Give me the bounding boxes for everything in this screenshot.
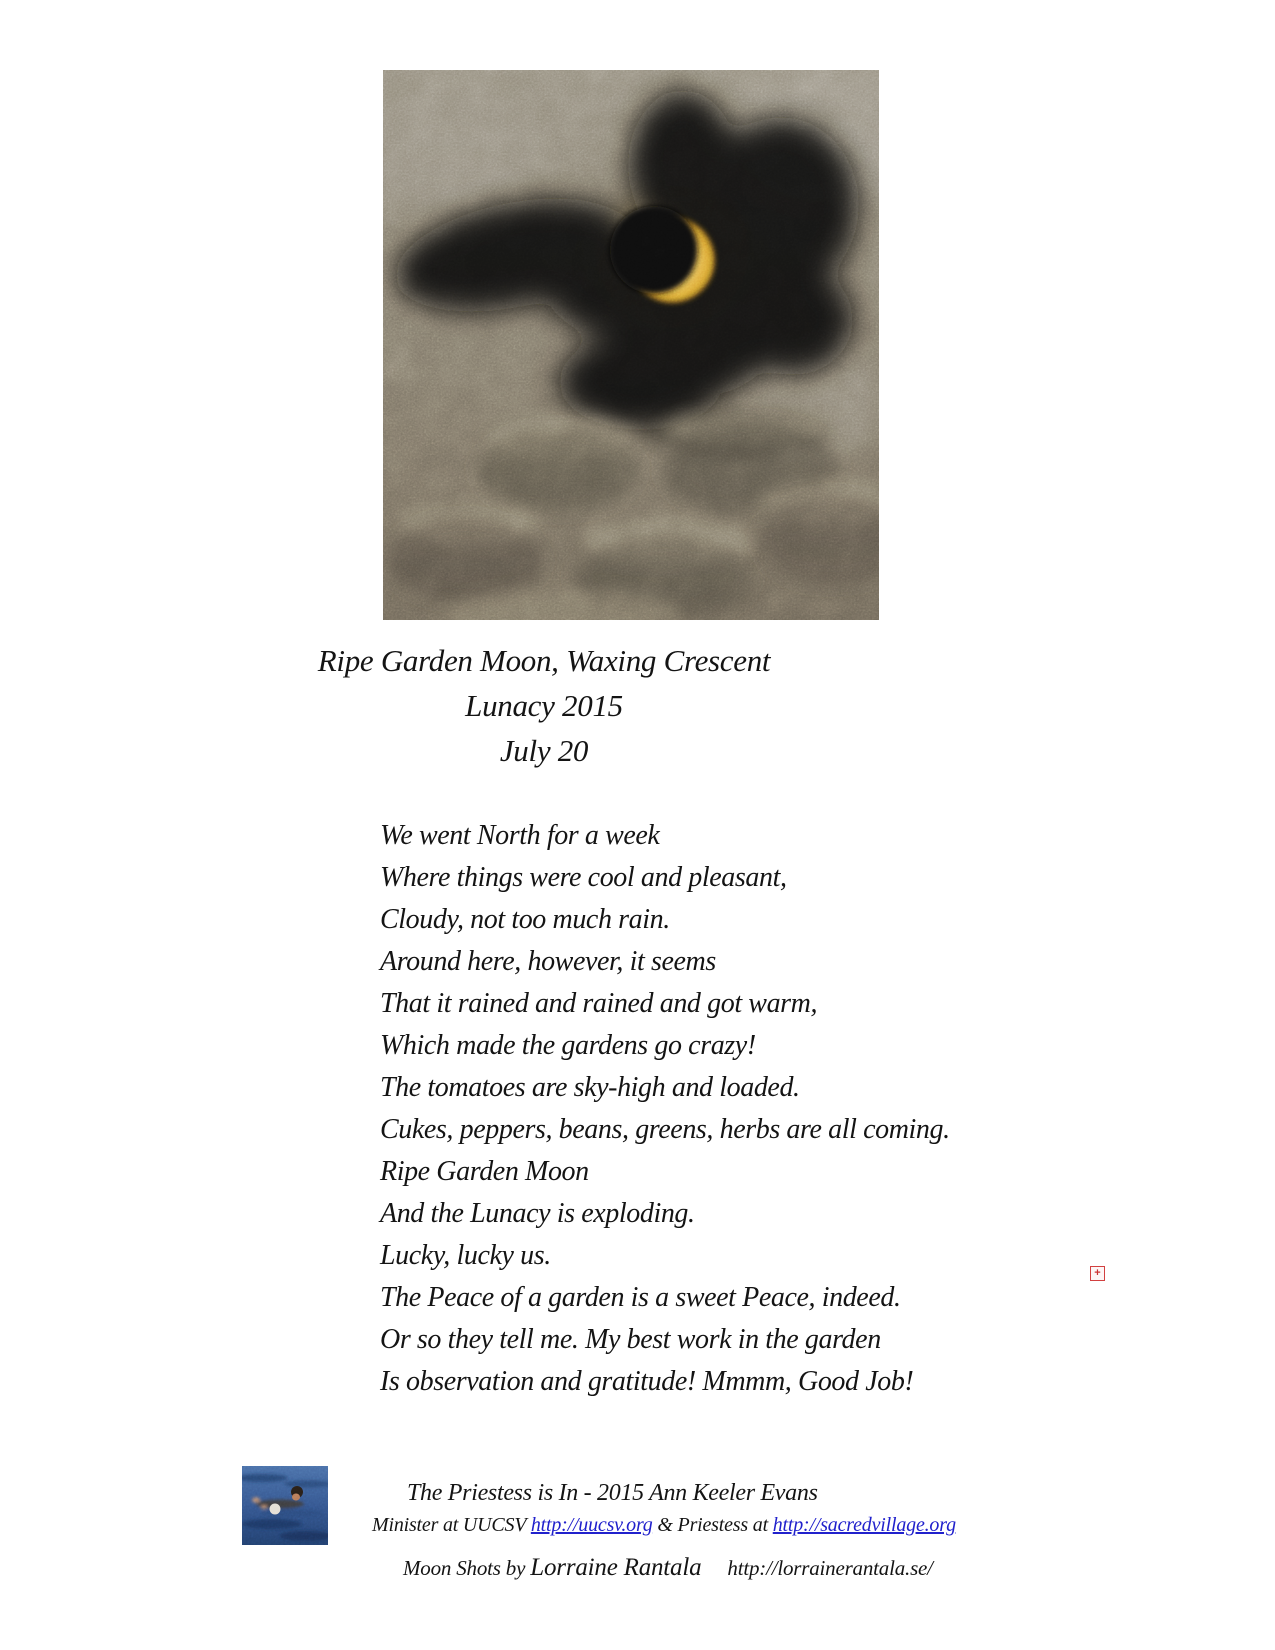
poem-line: Ripe Garden Moon: [380, 1156, 589, 1187]
moon-photo: [383, 70, 879, 620]
plus-icon: +: [1094, 1267, 1101, 1279]
poem-line: Where things were cool and pleasant,: [380, 862, 787, 893]
roles-prefix: Minister at UUCSV: [372, 1514, 531, 1536]
poem-title-line-1: Ripe Garden Moon, Waxing Crescent: [317, 643, 771, 678]
poem-title: [244, 638, 844, 773]
poem-title-line-2: Lunacy 2015: [465, 688, 623, 723]
roles-middle: & Priestess at: [652, 1514, 773, 1536]
moonshots-prefix: Moon Shots by: [403, 1556, 531, 1580]
footer-moonshots-line: [403, 1554, 933, 1582]
poem-line: Cukes, peppers, beans, greens, herbs are all coming.: [380, 1114, 950, 1145]
poem-line: The Peace of a garden is a sweet Peace, indeed.: [380, 1282, 901, 1313]
footer-roles-line: [372, 1514, 956, 1537]
footer-byline: The Priestess is In - 2015 Ann Keeler Evans: [407, 1480, 818, 1506]
poem-line: The tomatoes are sky-high and loaded.: [380, 1072, 800, 1103]
poem-line: We went North for a week: [380, 820, 660, 851]
poem-line: That it rained and rained and got warm,: [380, 988, 818, 1019]
uucsv-link[interactable]: http://uucsv.org: [530, 1514, 653, 1536]
poem-line: Lucky, lucky us.: [380, 1240, 551, 1271]
poem-body: [380, 815, 1020, 1403]
poem-line: Or so they tell me. My best work in the garden: [380, 1324, 881, 1355]
photographer-site-url: http://lorrainerantala.se/: [727, 1556, 933, 1580]
poem-line: Is observation and gratitude! Mmmm, Good Job!: [380, 1366, 914, 1397]
sacredvillage-link[interactable]: http://sacredvillage.org: [772, 1514, 956, 1536]
swimmers-photo: [242, 1466, 328, 1545]
photographer-name: Lorraine Rantala: [530, 1554, 702, 1581]
poem-line: And the Lunacy is exploding.: [380, 1198, 695, 1229]
poem-line: Around here, however, it seems: [380, 946, 716, 977]
missing-image-placeholder-icon[interactable]: [1090, 1266, 1105, 1281]
poem-line: Cloudy, not too much rain.: [380, 904, 670, 935]
poem-title-line-3: July 20: [499, 733, 589, 768]
poem-line: Which made the gardens go crazy!: [380, 1030, 756, 1061]
